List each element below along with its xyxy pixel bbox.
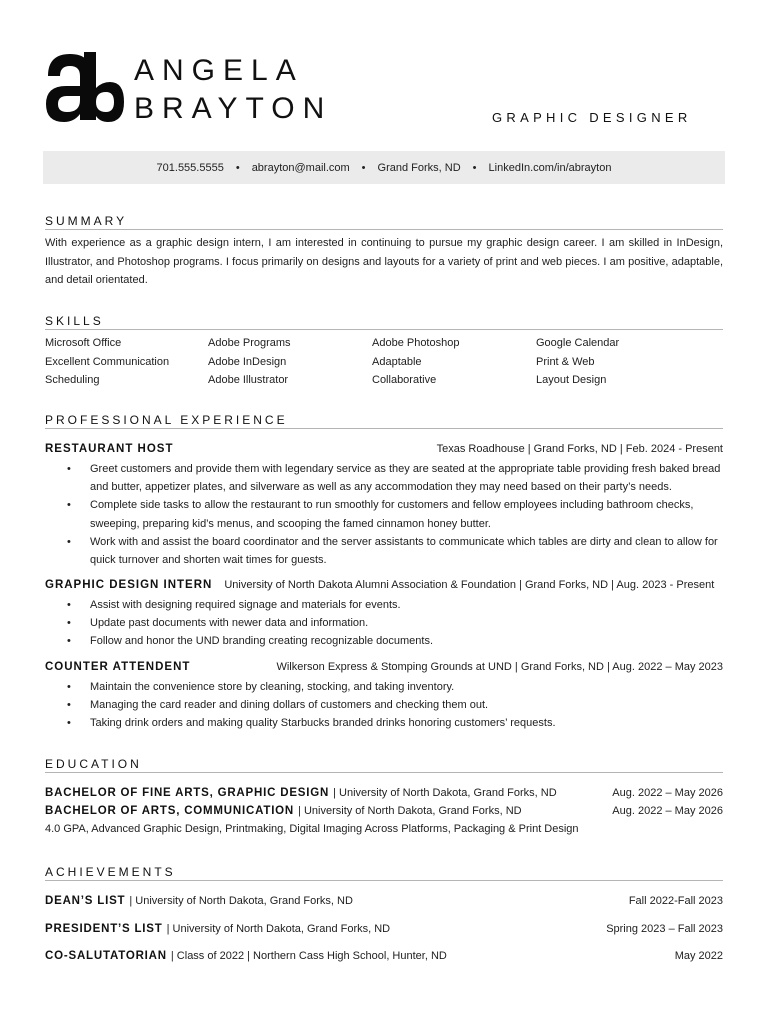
email-address: abrayton@mail.com xyxy=(251,161,350,174)
linkedin-url: LinkedIn.com/in/abrayton xyxy=(488,161,612,174)
skill-item: Adaptable xyxy=(372,355,422,368)
skill-item: Layout Design xyxy=(536,374,607,386)
bullet-item: • Greet customers and provide them with legendary service as they are seated at the appropriate table providing fresh baked bread and butter, appetizer plates, and silverware as well as any accommodation they may need based on their party’s needs. xyxy=(45,460,723,496)
degree-title: BACHELOR OF ARTS, COMMUNICATION xyxy=(45,805,295,817)
location: Grand Forks, ND xyxy=(377,161,461,174)
achievement-detail: | Class of 2022 | Northern Cass High School, Hunter, ND xyxy=(170,950,447,962)
job-title: RESTAURANT HOST xyxy=(45,443,174,455)
achievement-title: CO-SALUTATORIAN xyxy=(45,950,167,962)
monogram-logo xyxy=(44,48,124,128)
candidate-name xyxy=(134,52,332,128)
bullet-item: • Maintain the convenience store by cleaning, stocking, and taking inventory. xyxy=(45,678,723,696)
phone-number: 701.555.5555 xyxy=(156,161,224,174)
skills-grid xyxy=(45,334,725,390)
education-heading: EDUCATION xyxy=(45,757,723,773)
achievements-heading: ACHIEVEMENTS xyxy=(45,865,723,881)
job-header xyxy=(45,443,723,455)
education-note: 4.0 GPA, Advanced Graphic Design, Printmaking, Digital Imaging Across Platforms, Packaging & Print Design xyxy=(45,823,579,835)
achievement-row xyxy=(45,950,723,962)
degree-row xyxy=(45,787,723,799)
separator: • xyxy=(235,161,240,174)
last-name: BRAYTON xyxy=(134,92,333,125)
experience-heading: PROFESSIONAL EXPERIENCE xyxy=(45,413,723,429)
job-title: GRAPHIC DESIGN INTERN xyxy=(45,579,213,591)
bullet-item: • Complete side tasks to allow the restaurant to run smoothly for customers and fellow employees including bathroom checks, sweeping, preparing kid’s menus, and scooping the famed cinnamon honey butter. xyxy=(45,496,723,532)
job-role-title: GRAPHIC DESIGNER xyxy=(492,110,692,125)
job-meta: Wilkerson Express & Stomping Grounds at UND | Grand Forks, ND | Aug. 2022 – May 2023 xyxy=(276,661,723,673)
separator: • xyxy=(361,161,366,174)
skill-item: Scheduling xyxy=(45,374,100,386)
achievement-detail: | University of North Dakota, Grand Forks, ND xyxy=(129,895,353,907)
achievement-dates: Spring 2023 – Fall 2023 xyxy=(606,923,723,935)
bullet-item: • Update past documents with newer data and information. xyxy=(45,614,723,632)
achievement-row xyxy=(45,923,723,935)
degree-school: | University of North Dakota, Grand Forks, ND xyxy=(298,805,522,817)
job-bullets xyxy=(45,596,723,651)
degree-dates: Aug. 2022 – May 2026 xyxy=(612,805,723,817)
bullet-item: • Follow and honor the UND branding creating recognizable documents. xyxy=(45,632,723,650)
job-header xyxy=(45,661,723,673)
summary-heading: SUMMARY xyxy=(45,214,723,230)
degree-title: BACHELOR OF FINE ARTS, GRAPHIC DESIGN xyxy=(45,787,330,799)
bullet-item: • Work with and assist the board coordinator and the server assistants to communicate which tables are dirty and clean to allow for quick turnover and shorten wait times for guests. xyxy=(45,533,723,569)
achievement-title: DEAN’S LIST xyxy=(45,895,126,907)
achievement-detail: | University of North Dakota, Grand Forks, ND xyxy=(166,923,391,935)
job-meta: Texas Roadhouse | Grand Forks, ND | Feb. 2024 - Present xyxy=(436,443,723,455)
skill-item: Excellent Communication xyxy=(45,355,170,368)
job-meta: University of North Dakota Alumni Association & Foundation | Grand Forks, ND | Aug. 2023 - Present xyxy=(224,579,715,591)
first-name: ANGELA xyxy=(134,54,304,87)
skill-item: Collaborative xyxy=(372,374,437,386)
skill-item: Print & Web xyxy=(536,355,595,368)
achievement-dates: Fall 2022-Fall 2023 xyxy=(628,895,723,907)
bullet-item: • Taking drink orders and making quality Starbucks branded drinks honoring customers’ requests. xyxy=(45,714,723,732)
job-title: COUNTER ATTENDENT xyxy=(45,661,191,673)
skills-heading: SKILLS xyxy=(45,314,723,330)
separator: • xyxy=(472,161,477,174)
summary-text: With experience as a graphic design intern, I am interested in continuing to pursue my graphic design career. I am skilled in InDesign, Illustrator, and Photoshop programs. I focus primarily on designs and layouts for a variety of print and web pieces. I am positive, adaptable, and detail orientated. xyxy=(45,237,723,286)
bullet-item: • Managing the card reader and dining dollars of customers and checking them out. xyxy=(45,696,723,714)
job-bullets xyxy=(45,460,723,569)
degree-dates: Aug. 2022 – May 2026 xyxy=(612,787,723,799)
skill-item: Adobe InDesign xyxy=(208,355,287,368)
job-bullets xyxy=(45,678,723,733)
skill-item: Adobe Photoshop xyxy=(372,337,460,349)
skill-item: Microsoft Office xyxy=(45,337,122,349)
skill-item: Google Calendar xyxy=(536,337,620,349)
skill-item: Adobe Programs xyxy=(208,337,291,349)
achievement-dates: May 2022 xyxy=(674,950,723,962)
achievement-row xyxy=(45,895,723,907)
contact-bar xyxy=(43,151,725,184)
skill-item: Adobe Illustrator xyxy=(208,374,289,386)
bullet-item: • Assist with designing required signage and materials for events. xyxy=(45,596,723,614)
degree-school: | University of North Dakota, Grand Forks, ND xyxy=(333,787,557,799)
achievement-title: PRESIDENT’S LIST xyxy=(45,923,163,935)
degree-row xyxy=(45,805,723,817)
job-header xyxy=(45,579,723,591)
